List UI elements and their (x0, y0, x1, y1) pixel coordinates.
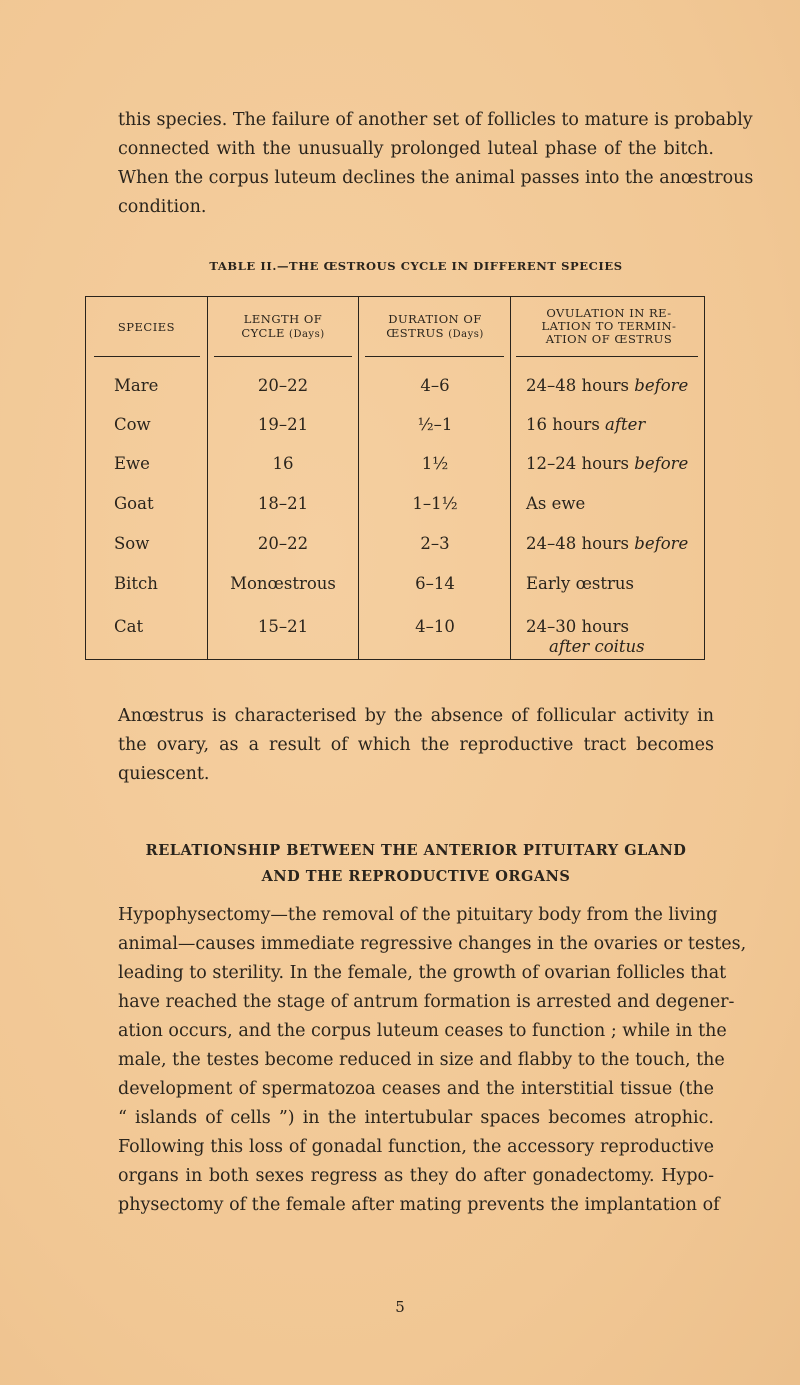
header-ovulation-line3: ATION OF ŒSTRUS (545, 332, 673, 346)
ovulation-text: Early œstrus (526, 574, 635, 593)
cell-length: 20–22 (257, 534, 309, 553)
cell-length: 20–22 (257, 376, 309, 395)
text-line: Following this loss of gonadal function, the accessory reproductive (118, 1137, 714, 1157)
header-length-unit: (Days) (289, 328, 325, 340)
cell-species: Goat (114, 494, 154, 513)
text-line: ation occurs, and the corpus luteum ceases to function ; while in the (118, 1021, 727, 1041)
cell-duration: 6–14 (415, 574, 455, 593)
text-line: development of spermatozoa ceases and the interstitial tissue (the (118, 1079, 714, 1099)
text-line: “ islands of cells ”) in the intertubular spaces becomes atrophic. (118, 1108, 714, 1128)
cell-species: Sow (114, 534, 150, 553)
oestrous-cycle-table (85, 296, 705, 660)
section-heading-line1: RELATIONSHIP BETWEEN THE ANTERIOR PITUITARY GLAND (145, 842, 687, 859)
column-divider (510, 297, 511, 659)
paragraph-anoestrus (118, 702, 714, 789)
ovulation-text: 16 hours (526, 415, 600, 434)
text-line: Anœstrus is characterised by the absence of follicular activity in (118, 706, 714, 726)
text-line: quiescent. (118, 764, 210, 784)
ovulation-qualifier: before (634, 454, 689, 473)
text-line: physectomy of the female after mating prevents the implantation of (118, 1195, 720, 1215)
text-line: male, the testes become reduced in size and flabby to the touch, the (118, 1050, 725, 1070)
cell-ovulation: 24–30 hours (526, 617, 630, 636)
cell-duration: 2–3 (420, 534, 450, 553)
ovulation-text: 24–48 hours (526, 376, 630, 395)
header-length (208, 297, 358, 356)
header-species (86, 297, 207, 356)
text-line: leading to sterility. In the female, the growth of ovarian follicles that (118, 963, 727, 983)
cell-ovulation (526, 454, 706, 474)
cell-species: Cat (114, 617, 144, 636)
text-line: the ovary, as a result of which the reproductive tract becomes (118, 735, 714, 755)
text-line: have reached the stage of antrum formation is arrested and degener- (118, 992, 735, 1012)
text-line: condition. (118, 197, 207, 217)
cell-duration: 4–6 (420, 376, 450, 395)
header-length-line1: LENGTH OF (243, 311, 323, 326)
header-rule (214, 356, 352, 357)
header-rule (365, 356, 504, 357)
ovulation-text: 12–24 hours (526, 454, 630, 473)
header-ovulation-line1: OVULATION IN RE- (546, 306, 672, 320)
cell-length: Monœstrous (230, 574, 336, 593)
header-length-line2: CYCLE (241, 325, 285, 340)
text-line: connected with the unusually prolonged luteal phase of the bitch. (118, 139, 714, 159)
header-duration-line1: DURATION OF (388, 311, 482, 326)
text-line: animal—causes immediate regressive changes in the ovaries or testes, (118, 934, 747, 954)
ovulation-qualifier: after (605, 415, 646, 434)
cell-duration: ½–1 (417, 415, 453, 434)
cell-ovulation (526, 376, 706, 396)
cell-ovulation (526, 415, 706, 435)
header-rule (516, 356, 698, 357)
header-ovulation (512, 297, 706, 356)
cell-species: Mare (114, 376, 159, 395)
table-title: TABLE II.—THE ŒSTROUS CYCLE IN DIFFERENT SPECIES (209, 259, 623, 273)
paragraph-hypophysectomy (118, 901, 747, 1220)
text-line: organs in both sexes regress as they do after gonadectomy. Hypo- (118, 1166, 714, 1186)
cell-ovulation (526, 574, 706, 594)
cell-duration: 1½ (421, 454, 449, 473)
cell-length: 16 (272, 454, 294, 473)
ovulation-qualifier: after coitus (549, 637, 645, 656)
page-number: 5 (395, 1298, 405, 1316)
column-divider (358, 297, 359, 659)
ovulation-text: 24–48 hours (526, 534, 630, 553)
cell-ovulation (526, 494, 706, 514)
ovulation-qualifier: before (634, 376, 689, 395)
cell-length: 19–21 (257, 415, 309, 434)
text-line: When the corpus luteum declines the animal passes into the anœstrous (118, 168, 754, 188)
cell-duration: 1–1½ (412, 494, 458, 513)
cell-species: Bitch (114, 574, 158, 593)
cell-species: Cow (114, 415, 151, 434)
header-duration-line2: ŒSTRUS (386, 325, 445, 340)
ovulation-qualifier: before (634, 534, 689, 553)
cell-species: Ewe (114, 454, 150, 473)
header-duration (360, 297, 510, 356)
cell-duration: 4–10 (415, 617, 455, 636)
header-species-label: SPECIES (117, 319, 176, 334)
header-duration-unit: (Days) (448, 328, 484, 340)
paragraph-intro (118, 106, 754, 222)
header-ovulation-line2: LATION TO TERMIN- (541, 319, 677, 333)
header-rule (94, 356, 200, 357)
text-line: Hypophysectomy—the removal of the pituitary body from the living (118, 905, 718, 925)
text-line: this species. The failure of another set of follicles to mature is probably (118, 110, 753, 130)
cell-ovulation (526, 534, 706, 554)
section-heading (118, 838, 714, 890)
section-heading-line2: AND THE REPRODUCTIVE ORGANS (261, 868, 571, 885)
cell-length: 15–21 (257, 617, 309, 636)
cell-length: 18–21 (257, 494, 309, 513)
ovulation-text: As ewe (526, 494, 586, 513)
